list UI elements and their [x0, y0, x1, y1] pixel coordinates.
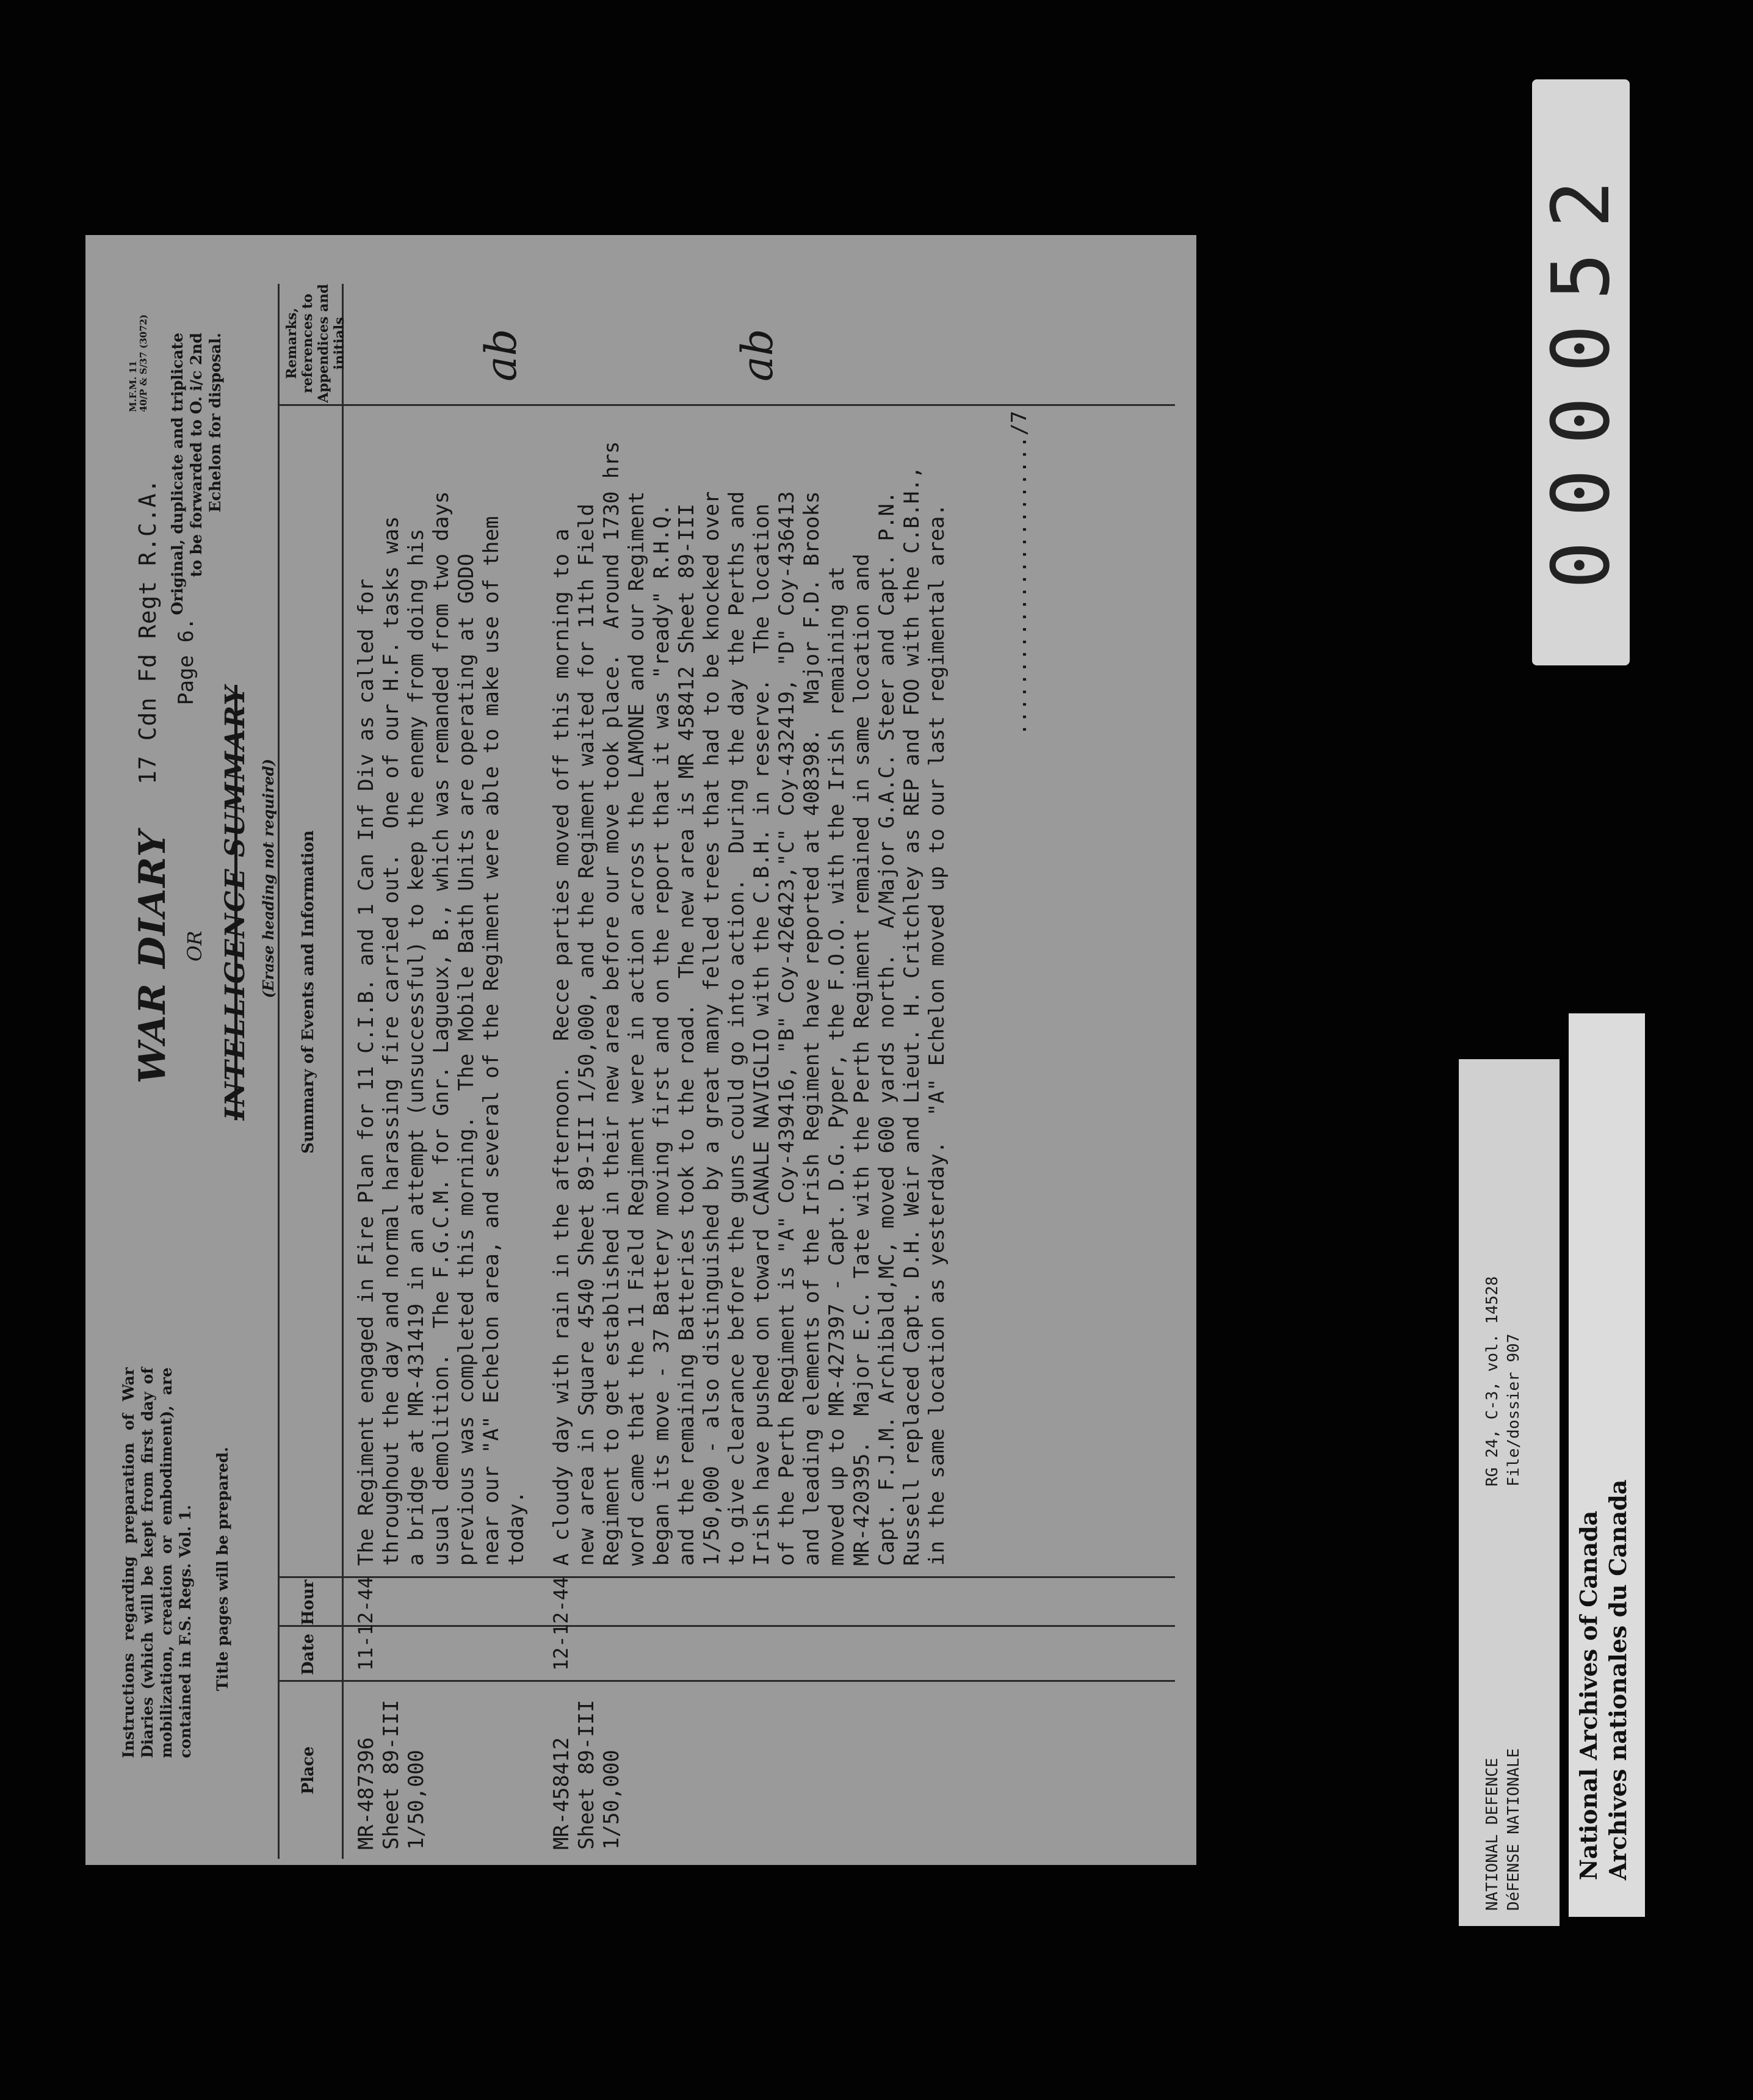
column-header-remarks: Remarks, references to Appendices and initials: [284, 284, 347, 403]
erase-note: (Erase heading not required): [259, 759, 277, 998]
war-diary-sheet: [85, 235, 1196, 1865]
archive-reference-line-1: RG 24, C-3, vol. 14528: [1483, 1276, 1502, 1486]
continuation-marker: ......................../7: [1007, 410, 1032, 736]
instructions-text: Instructions regarding preparation of War Diaries (which will be kept from first day of mobilization, creation or embodiment), are contained in F.S. Regs. Vol. 1.: [120, 1367, 194, 1758]
archive-reference-line-2: File/dossier 907: [1505, 1333, 1523, 1486]
entry-date: 11-12-44: [354, 1576, 377, 1671]
column-header-place: Place: [299, 1746, 317, 1795]
remarks-column-rule: [278, 404, 1175, 406]
title-pages-note: Title pages will be prepared.: [214, 1447, 231, 1691]
nd-line-2: DéFENSE NATIONALE: [1505, 1748, 1523, 1911]
nac-line-2: Archives nationales du Canada: [1604, 1479, 1632, 1880]
initials-signature: ab: [476, 328, 526, 382]
column-header-date: Date: [299, 1634, 317, 1675]
stamp-number: 000052: [1534, 156, 1627, 589]
entry-date: 12-12-44: [549, 1576, 573, 1671]
national-archives-label: [1569, 1013, 1645, 1917]
hour-column-rule: [278, 1576, 1175, 1578]
initials-signature: ab: [732, 328, 783, 382]
entry-place: MR-487396 Sheet 89-III 1/50,000: [354, 1700, 428, 1850]
nac-line-1: National Archives of Canada: [1575, 1510, 1602, 1880]
national-defence-label: [1459, 1059, 1560, 1926]
form-code: M.F.M. 11 40/P & S/37 (3072): [128, 314, 149, 412]
page-stamp: [1532, 79, 1630, 665]
or-text: OR: [183, 930, 206, 961]
intelligence-summary-heading: INTELLIGENCE SUMMARY: [220, 684, 251, 1120]
date-column-rule: [278, 1625, 1175, 1627]
nd-line-1: NATIONAL DEFENCE: [1483, 1758, 1502, 1911]
column-header-hour: Hour: [299, 1579, 317, 1626]
page-number: Page 6.: [174, 617, 198, 705]
column-header-summary: Summary of Events and Information: [299, 830, 317, 1154]
entry-place: MR-458412 Sheet 89-III 1/50,000: [549, 1700, 624, 1850]
place-column-rule: [278, 1680, 1175, 1682]
unit-name: 17 Cdn Fd Regt R.C.A.: [134, 478, 161, 784]
war-diary-content: [85, 235, 1196, 1865]
page-title: WAR DIARY: [131, 829, 174, 1084]
header-bottom-rule: [342, 284, 344, 1859]
disposal-note: Original, duplicate and triplicate to be forwarded to O. i/c 2nd Echelon for disposal.: [168, 333, 224, 615]
entry-summary: The Regiment engaged in Fire Plan for 11 C.I.B. and 1 Can Inf Div as called for throughout the day and normal harassing fire carried out. One of our H.F. tasks was a bridge at MR-431419 in an attempt (unsuccessful) to keep the enemy from doing his usual demolition. The F.G.C.M. for Gnr. Lagueux, B., which was remanded from two days previous was completed this morning. The Mobile Bath Units are operating at GODO near our "A" Echelon area, and several of the Regiment were able to make use of them today.: [354, 491, 529, 1566]
table-top-rule: [278, 284, 280, 1859]
entry-summary: A cloudy day with rain in the afternoon. Recce parties moved off this morning to a new area in Square 4540 Sheet 89-III 1/50,000, and the Regiment waited for 11th Field Regiment to get established in their new area before our move took place. Around 1730 hrs word came that the 11 Field Regiment were in action across the LAMONE and our Regiment began its move - 37 Battery moving first and on the report that it was "ready" R.H.Q. and the remaining Batteries took to the road. The new area is MR 458412 Sheet 89-III 1/50,000 - also distinguished by a great many felled trees that had to be knocked over to give clearance before the guns could go into action. During the day the Perths and Irish have pushed on toward CANALE NAVIGLIO with the C.B.H. in reserve. The location of the Perth Regiment is "A" Coy-439416, "B" Coy-426423,"C" Coy-432419, "D" Coy-436413 and leading elements of the Irish Regiment have reported at 408398. Major F.D. Brooks moved up to MR-427397 - Capt. D.G. Pyper, the F.O.O. with the Irish remaining at MR-420395. Major E.C. Tate with the Perth Regiment remained in same location and Capt. F.J.M. Archibald,MC, moved 600 yards north. A/Major G.A.C. Steer and Capt. P.N. Russell replaced Capt. D.H. Weir and Lieut. H. Critchley as REP and FOO with the C.B.H., in the same location as yesterday. "A" Echelon moved up to our last regimental area.: [549, 441, 949, 1566]
